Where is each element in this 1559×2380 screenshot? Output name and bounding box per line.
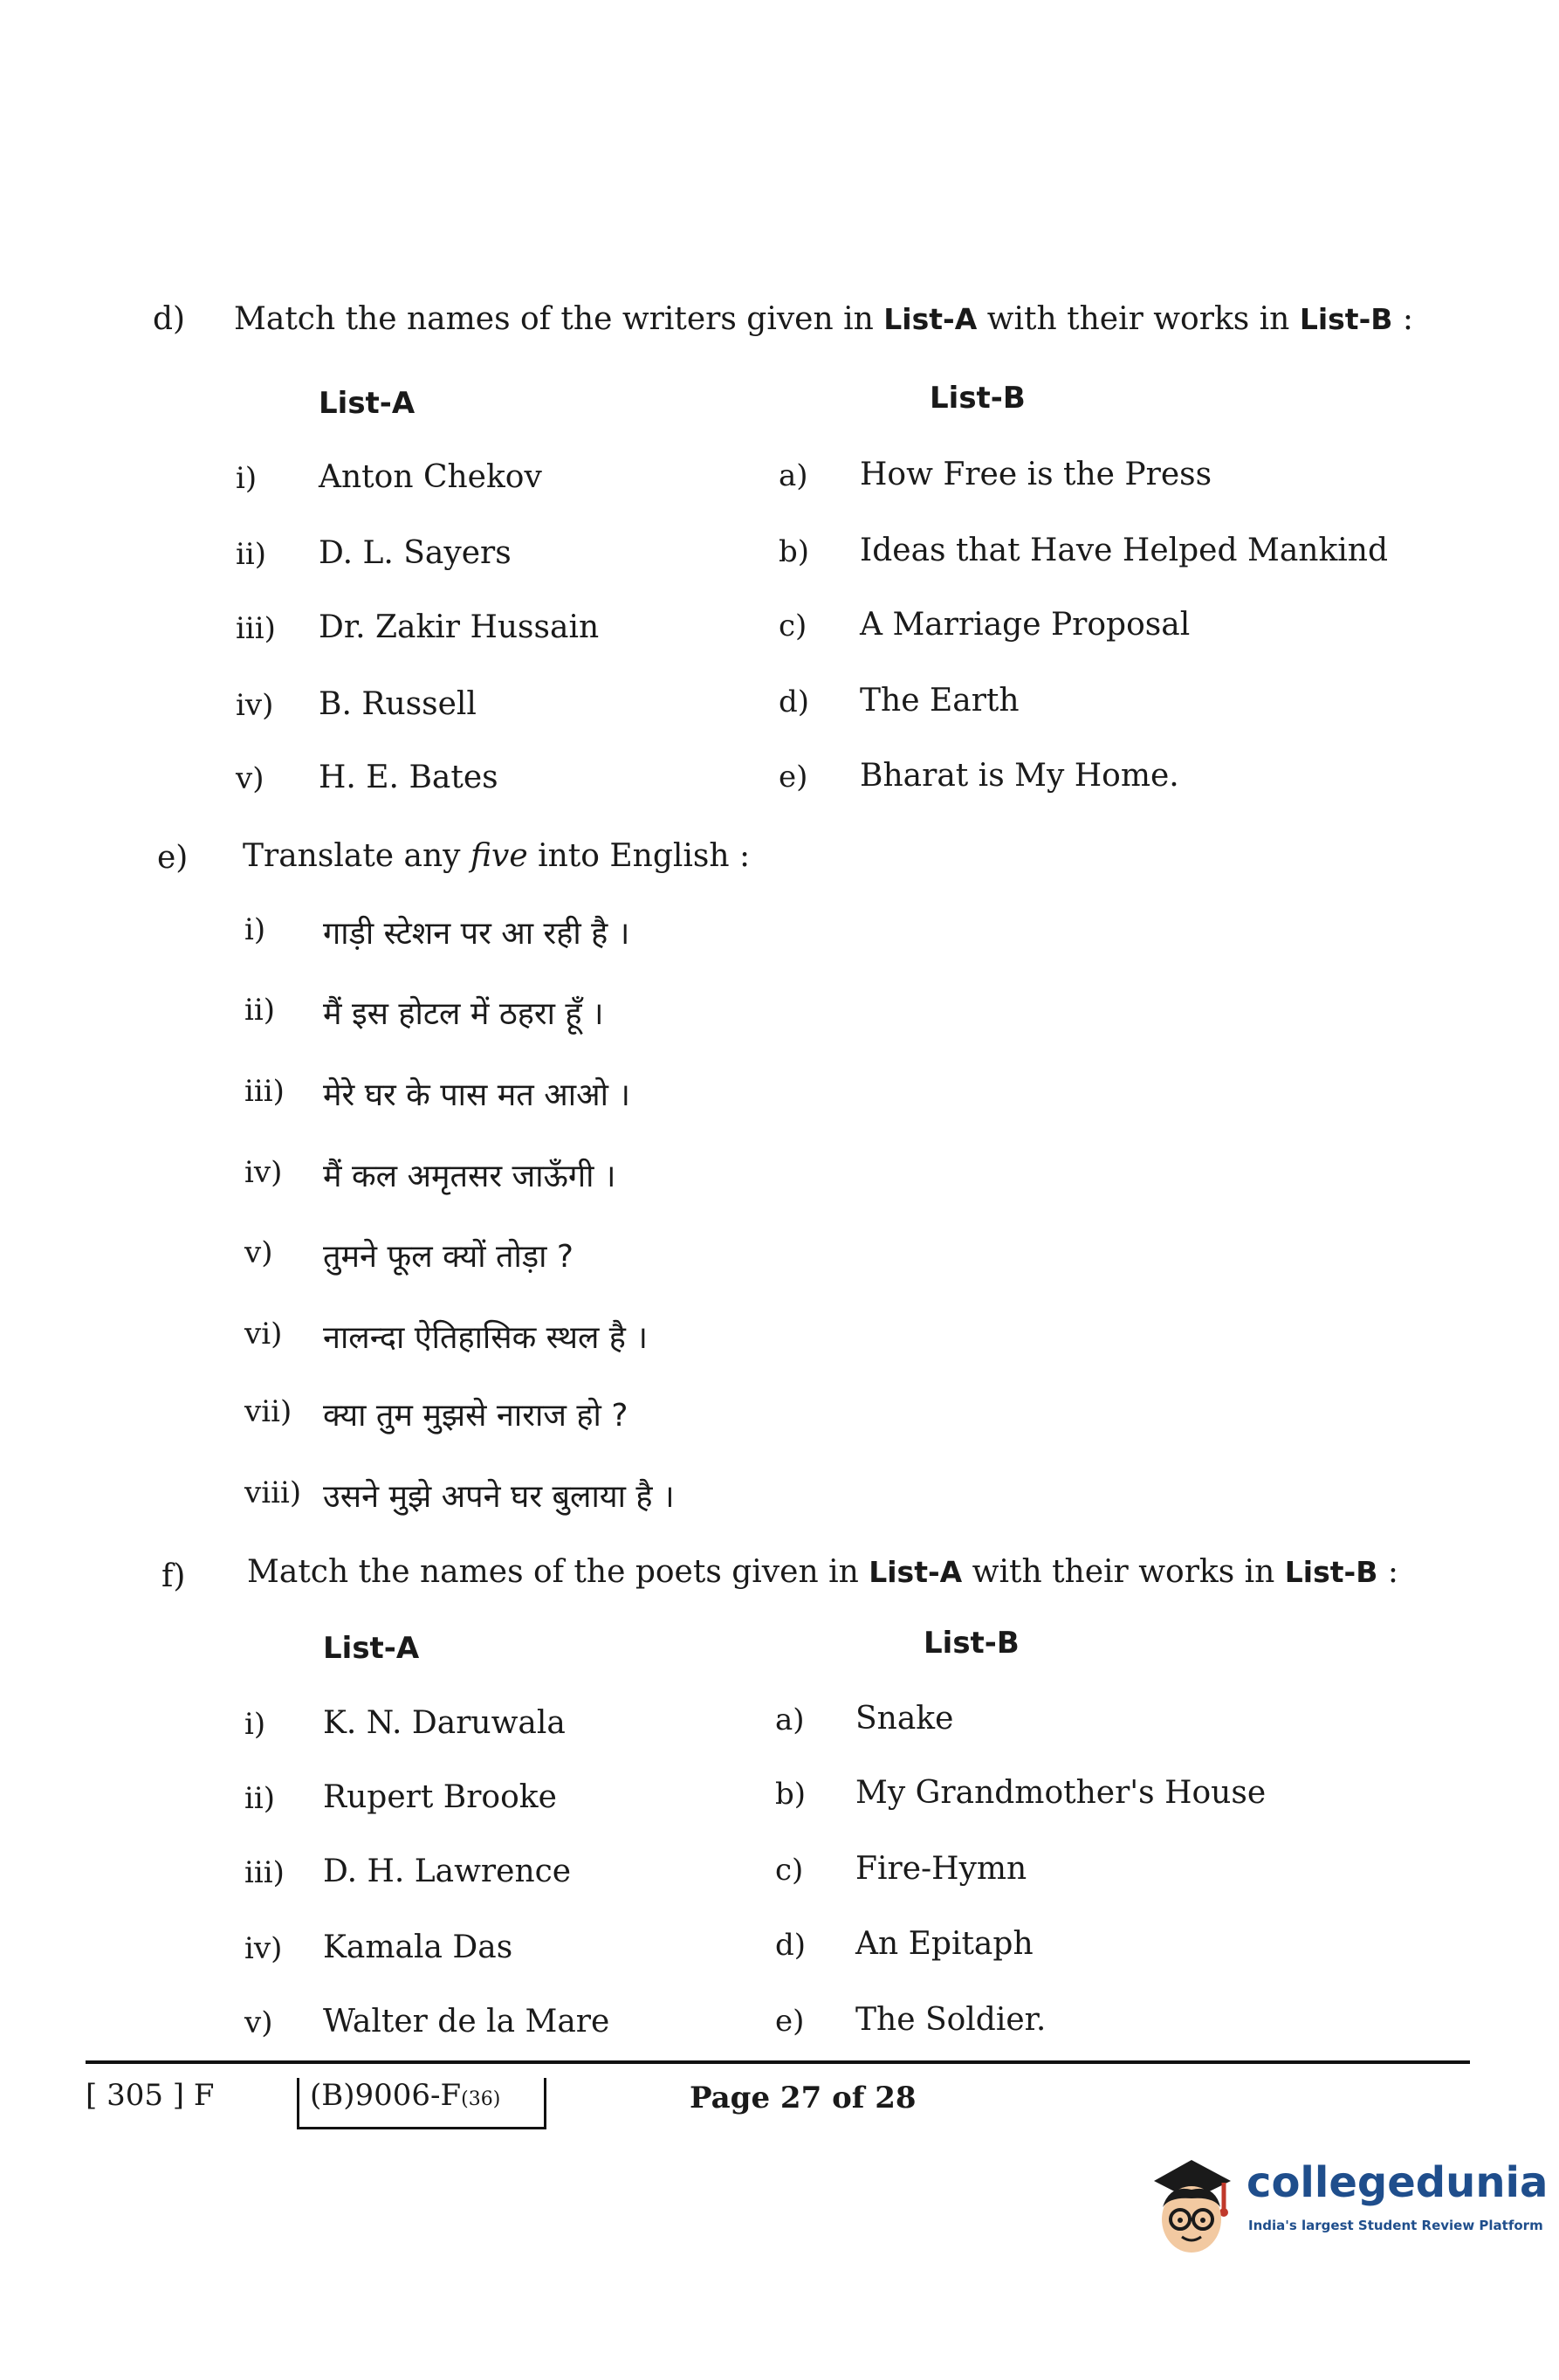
item-number: iii): [244, 1855, 285, 1890]
list-item-text: Fire-Hymn: [855, 1851, 1027, 1887]
item-number: iv): [236, 688, 274, 723]
student-mascot-icon: [1143, 2139, 1240, 2261]
item-number: ii): [236, 537, 267, 572]
item-number: iv): [244, 1155, 283, 1190]
list-item-text: The Earth: [860, 683, 1020, 719]
item-number: iii): [244, 1074, 285, 1109]
instruction-text: with their works in: [962, 1554, 1285, 1590]
item-number: d): [775, 1928, 807, 1963]
instruction-text: Match the names of the writers given in: [234, 301, 884, 337]
page-number: Page 27 of 28: [690, 2081, 917, 2115]
list-b-ref: List-B: [1299, 302, 1393, 336]
list-item-text: नालन्दा ऐतिहासिक स्थल है ।: [323, 1320, 649, 1356]
list-item-text: Dr. Zakir Hussain: [319, 609, 600, 645]
item-number: iii): [236, 611, 276, 646]
item-number: b): [775, 1777, 807, 1812]
list-item-text: तुमने फूल क्यों तोड़ा ?: [323, 1239, 573, 1275]
booklet-code: [310, 2078, 500, 2113]
item-number: a): [779, 458, 808, 493]
list-item-text: मैं कल अमृतसर जाऊँगी ।: [323, 1159, 616, 1194]
item-number: i): [244, 912, 266, 947]
item-number: v): [244, 2005, 273, 2040]
list-a-ref: List-A: [883, 302, 978, 336]
list-item-text: My Grandmother's House: [855, 1775, 1267, 1811]
list-item-text: Rupert Brooke: [323, 1779, 557, 1815]
item-number: v): [236, 761, 264, 796]
list-item-text: Anton Chekov: [319, 459, 542, 495]
section-f-label: f): [161, 1558, 186, 1594]
list-item-text: B. Russell: [319, 686, 477, 722]
booklet-code-suffix: (36): [461, 2088, 501, 2110]
brand-name: collegedunia: [1247, 2158, 1549, 2207]
list-b-ref: List-B: [1284, 1555, 1378, 1589]
booklet-code-main: (B)9006-F: [310, 2078, 462, 2113]
list-item-text: गाड़ी स्टेशन पर आ रही है ।: [323, 916, 630, 952]
list-item-text: D. L. Sayers: [319, 535, 512, 571]
section-f-list-b-heading: List-B: [924, 1626, 1020, 1661]
section-d-list-a-heading: List-A: [319, 386, 416, 421]
item-number: e): [779, 760, 808, 794]
brand-tagline: India's largest Student Review Platform: [1248, 2218, 1543, 2233]
item-number: i): [244, 1707, 266, 1742]
paper-code: [ 305 ] F: [86, 2078, 215, 2113]
instruction-text: :: [1392, 301, 1413, 337]
section-e-instruction: [243, 838, 750, 874]
section-d-list-b-heading: List-B: [930, 381, 1026, 416]
list-item-text: Snake: [855, 1701, 954, 1737]
item-number: i): [236, 461, 258, 496]
item-number: d): [779, 684, 810, 719]
item-number: c): [779, 609, 807, 643]
list-a-ref: List-A: [869, 1555, 963, 1589]
item-number: ii): [244, 993, 276, 1028]
list-item-text: क्या तुम मुझसे नाराज हो ?: [323, 1398, 628, 1434]
list-item-text: A Marriage Proposal: [860, 607, 1191, 643]
section-e-label: e): [157, 840, 189, 876]
list-item-text: An Epitaph: [855, 1926, 1034, 1962]
item-number: vi): [244, 1317, 283, 1352]
list-item-text: H. E. Bates: [319, 760, 498, 795]
list-item-text: K. N. Daruwala: [323, 1705, 566, 1741]
section-d-instruction: [234, 301, 1413, 337]
instruction-text: Match the names of the poets given in: [247, 1554, 869, 1590]
list-item-text: The Soldier.: [855, 2002, 1047, 2038]
list-item-text: Kamala Das: [323, 1929, 513, 1965]
list-item-text: Bharat is My Home.: [860, 758, 1179, 794]
list-item-text: उसने मुझे अपने घर बुलाया है ।: [323, 1479, 675, 1515]
instruction-text: :: [1377, 1554, 1398, 1590]
section-d-label: d): [153, 301, 186, 337]
list-item-text: Ideas that Have Helped Mankind: [860, 533, 1389, 568]
item-number: v): [244, 1235, 273, 1270]
item-number: b): [779, 534, 810, 569]
list-item-text: Walter de la Mare: [323, 2004, 610, 2040]
item-number: viii): [244, 1475, 302, 1510]
item-number: iv): [244, 1931, 283, 1966]
instruction-text: into English :: [527, 838, 751, 874]
list-item-text: मेरे घर के पास मत आओ ।: [323, 1077, 630, 1113]
item-number: ii): [244, 1781, 276, 1816]
list-item-text: मैं इस होटल में ठहरा हूँ ।: [323, 996, 604, 1032]
item-number: c): [775, 1853, 804, 1888]
instruction-text: with their works in: [977, 301, 1300, 337]
instruction-emphasis: five: [470, 838, 528, 874]
collegedunia-logo: [1143, 2130, 1549, 2270]
section-f-instruction: [247, 1554, 1398, 1590]
section-f-list-a-heading: List-A: [323, 1631, 420, 1666]
instruction-text: Translate any: [243, 838, 470, 874]
footer-rule: [86, 2060, 1470, 2064]
item-number: vii): [244, 1394, 292, 1429]
item-number: a): [775, 1702, 805, 1737]
list-item-text: D. H. Lawrence: [323, 1854, 572, 1889]
list-item-text: How Free is the Press: [860, 457, 1212, 492]
item-number: e): [775, 2004, 805, 2039]
